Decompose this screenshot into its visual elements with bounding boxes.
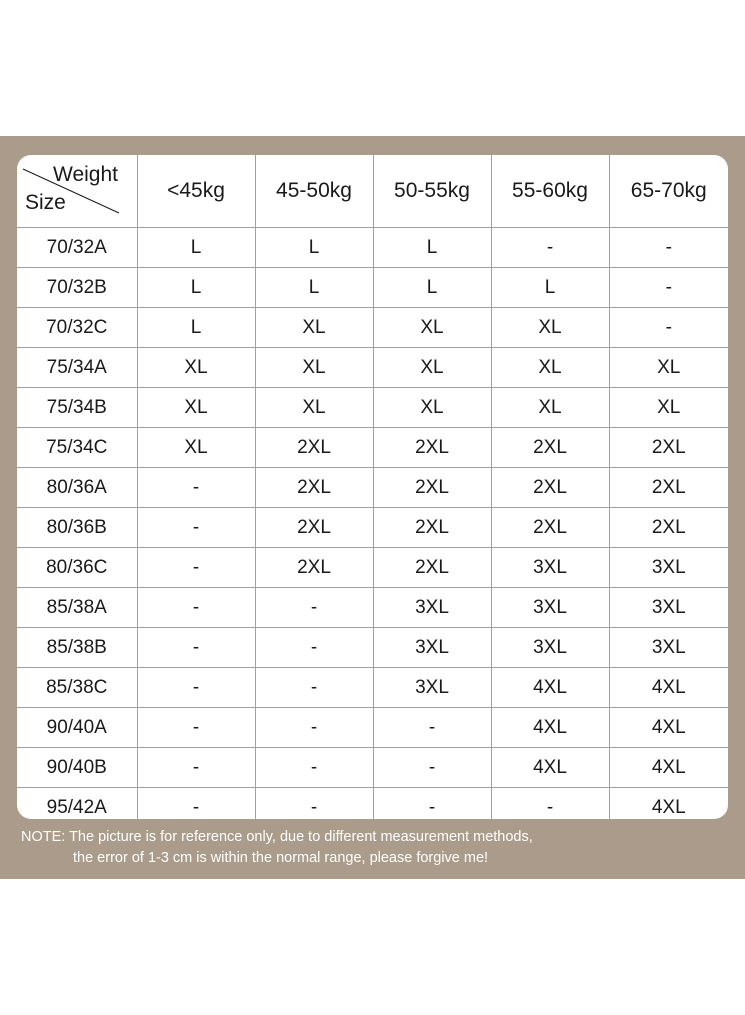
note-line-2: the error of 1-3 cm is within the normal range, please forgive me! bbox=[73, 850, 489, 866]
size-chart-table bbox=[17, 155, 728, 819]
header-row bbox=[17, 155, 728, 228]
column-header: 65-70kg bbox=[609, 155, 728, 228]
table-cell: L bbox=[255, 228, 373, 268]
weight-axis-label: Weight bbox=[53, 163, 118, 186]
table-cell: XL bbox=[255, 308, 373, 348]
table-cell: XL bbox=[491, 348, 609, 388]
table-cell: XL bbox=[255, 388, 373, 428]
table-cell: L bbox=[255, 268, 373, 308]
corner-header bbox=[17, 155, 137, 228]
table-cell: 3XL bbox=[491, 628, 609, 668]
size-cell: 75/34A bbox=[17, 348, 137, 388]
table-cell: 4XL bbox=[609, 708, 728, 748]
table-cell: XL bbox=[373, 388, 491, 428]
column-header: 45-50kg bbox=[255, 155, 373, 228]
table-cell: - bbox=[255, 788, 373, 820]
size-cell: 80/36B bbox=[17, 508, 137, 548]
table-cell: 2XL bbox=[609, 428, 728, 468]
table-cell: 2XL bbox=[255, 548, 373, 588]
table-cell: 2XL bbox=[373, 428, 491, 468]
size-cell: 90/40B bbox=[17, 748, 137, 788]
table-cell: - bbox=[255, 588, 373, 628]
table-cell: XL bbox=[491, 308, 609, 348]
table-cell: 3XL bbox=[373, 628, 491, 668]
table-cell: 2XL bbox=[255, 468, 373, 508]
table-cell: - bbox=[373, 748, 491, 788]
table-cell: - bbox=[137, 548, 255, 588]
table-cell: 4XL bbox=[609, 748, 728, 788]
size-cell: 70/32B bbox=[17, 268, 137, 308]
table-cell: L bbox=[137, 268, 255, 308]
table-cell: 3XL bbox=[491, 548, 609, 588]
table-row bbox=[17, 468, 728, 508]
table-cell: - bbox=[137, 708, 255, 748]
table-cell: - bbox=[137, 588, 255, 628]
size-chart-card bbox=[17, 155, 728, 819]
table-cell: 2XL bbox=[255, 508, 373, 548]
table-cell: XL bbox=[255, 348, 373, 388]
table-cell: 2XL bbox=[609, 508, 728, 548]
table-cell: - bbox=[255, 668, 373, 708]
table-cell: - bbox=[491, 228, 609, 268]
table-cell: XL bbox=[373, 308, 491, 348]
table-cell: 2XL bbox=[373, 468, 491, 508]
table-cell: L bbox=[373, 268, 491, 308]
table-row bbox=[17, 348, 728, 388]
table-cell: XL bbox=[137, 348, 255, 388]
table-cell: L bbox=[137, 308, 255, 348]
note-line-1: NOTE: The picture is for reference only, due to different measurement methods, bbox=[21, 829, 533, 845]
size-cell: 90/40A bbox=[17, 708, 137, 748]
table-row bbox=[17, 668, 728, 708]
table-cell: - bbox=[609, 268, 728, 308]
table-row bbox=[17, 228, 728, 268]
table-cell: - bbox=[373, 708, 491, 748]
table-cell: - bbox=[137, 508, 255, 548]
table-cell: 4XL bbox=[491, 668, 609, 708]
size-cell: 70/32C bbox=[17, 308, 137, 348]
table-row bbox=[17, 388, 728, 428]
table-row bbox=[17, 628, 728, 668]
table-cell: 2XL bbox=[491, 508, 609, 548]
table-cell: XL bbox=[609, 388, 728, 428]
table-row bbox=[17, 268, 728, 308]
table-row bbox=[17, 428, 728, 468]
table-cell: 4XL bbox=[609, 788, 728, 820]
table-cell: 2XL bbox=[255, 428, 373, 468]
table-row bbox=[17, 308, 728, 348]
table-cell: - bbox=[137, 748, 255, 788]
table-row bbox=[17, 788, 728, 820]
table-cell: 2XL bbox=[609, 468, 728, 508]
table-cell: - bbox=[137, 668, 255, 708]
table-cell: 2XL bbox=[373, 508, 491, 548]
size-cell: 80/36C bbox=[17, 548, 137, 588]
size-cell: 85/38A bbox=[17, 588, 137, 628]
table-cell: 3XL bbox=[491, 588, 609, 628]
size-axis-label: Size bbox=[25, 191, 66, 214]
table-cell: 3XL bbox=[373, 588, 491, 628]
column-header: 55-60kg bbox=[491, 155, 609, 228]
table-cell: XL bbox=[137, 388, 255, 428]
table-cell: - bbox=[137, 628, 255, 668]
table-cell: 3XL bbox=[373, 668, 491, 708]
column-header: <45kg bbox=[137, 155, 255, 228]
note-text bbox=[21, 827, 731, 869]
table-row bbox=[17, 588, 728, 628]
table-cell: - bbox=[255, 708, 373, 748]
table-cell: - bbox=[609, 308, 728, 348]
table-cell: 3XL bbox=[609, 588, 728, 628]
table-row bbox=[17, 508, 728, 548]
table-row bbox=[17, 708, 728, 748]
table-row bbox=[17, 548, 728, 588]
table-cell: XL bbox=[373, 348, 491, 388]
table-cell: 4XL bbox=[609, 668, 728, 708]
size-cell: 85/38B bbox=[17, 628, 137, 668]
table-cell: 2XL bbox=[491, 428, 609, 468]
table-cell: L bbox=[137, 228, 255, 268]
table-cell: - bbox=[137, 788, 255, 820]
table-row bbox=[17, 748, 728, 788]
table-cell: 4XL bbox=[491, 708, 609, 748]
size-cell: 75/34B bbox=[17, 388, 137, 428]
table-cell: - bbox=[255, 628, 373, 668]
table-cell: 4XL bbox=[491, 748, 609, 788]
table-cell: XL bbox=[609, 348, 728, 388]
table-cell: - bbox=[373, 788, 491, 820]
size-cell: 70/32A bbox=[17, 228, 137, 268]
size-cell: 75/34C bbox=[17, 428, 137, 468]
table-cell: 3XL bbox=[609, 548, 728, 588]
table-cell: XL bbox=[491, 388, 609, 428]
table-cell: L bbox=[491, 268, 609, 308]
table-cell: - bbox=[609, 228, 728, 268]
size-cell: 80/36A bbox=[17, 468, 137, 508]
table-cell: - bbox=[255, 748, 373, 788]
size-cell: 95/42A bbox=[17, 788, 137, 820]
table-cell: XL bbox=[137, 428, 255, 468]
table-cell: 3XL bbox=[609, 628, 728, 668]
table-cell: 2XL bbox=[373, 548, 491, 588]
table-cell: - bbox=[137, 468, 255, 508]
size-cell: 85/38C bbox=[17, 668, 137, 708]
table-cell: - bbox=[491, 788, 609, 820]
table-cell: L bbox=[373, 228, 491, 268]
table-cell: 2XL bbox=[491, 468, 609, 508]
column-header: 50-55kg bbox=[373, 155, 491, 228]
